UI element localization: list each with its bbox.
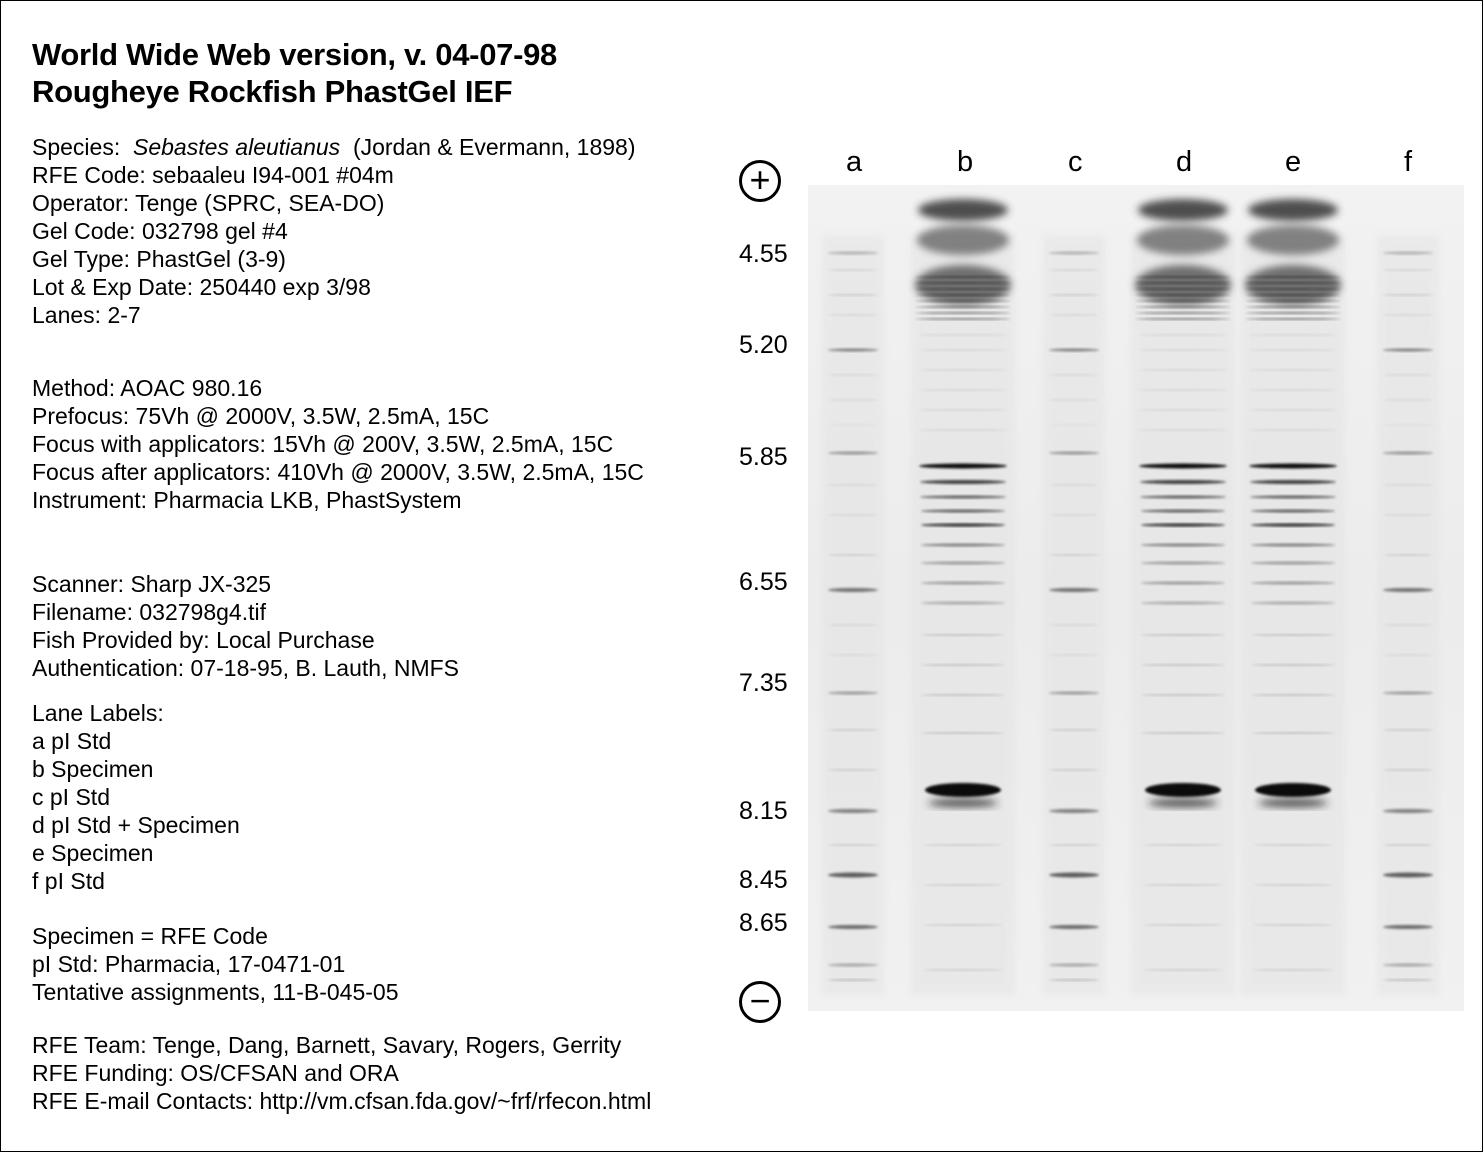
gel-band-40 (1049, 729, 1099, 731)
gel-band-72 (918, 199, 1008, 221)
gel-band-105 (923, 884, 1003, 886)
gel-band-9 (828, 484, 878, 486)
gel-band-62 (1383, 654, 1433, 656)
lane-letter-f: f (1404, 146, 1413, 178)
gel-band-139 (1148, 799, 1218, 807)
gel-band-91 (920, 496, 1006, 499)
gel-band-79 (916, 300, 1010, 302)
gel-band-146 (1245, 265, 1341, 305)
gel-band-50 (1383, 294, 1433, 296)
gel-band-103 (928, 799, 998, 807)
species-row (32, 133, 635, 161)
gel-band-102 (925, 783, 1001, 797)
gel-band-74 (915, 265, 1011, 305)
lane-label-a: a pI Std (32, 728, 112, 754)
gel-band-173 (1251, 732, 1335, 734)
gel-band-101 (921, 732, 1005, 734)
gel-band-28 (1049, 349, 1099, 352)
rfe-contacts: RFE E-mail Contacts: http://vm.cfsan.fda.gov/~frf/rfecon.html (32, 1088, 652, 1114)
filename: Filename: 032798g4.tif (32, 599, 266, 625)
gel-band-66 (1383, 809, 1433, 813)
gel-band-159 (1248, 409, 1338, 411)
gel-band-163 (1250, 496, 1336, 499)
gel-band-53 (1383, 374, 1433, 376)
gel-band-26 (1049, 294, 1099, 296)
gel-band-166 (1251, 544, 1335, 547)
focus-after-applicators: Focus after applicators: 410Vh @ 2000V, 3.5W, 2.5mA, 15C (32, 459, 644, 485)
gel-band-134 (1141, 634, 1225, 636)
lot-exp-date: Lot & Exp Date: 250440 exp 3/98 (32, 274, 371, 300)
rfe-code: RFE Code: sebaaleu I94-001 #04m (32, 162, 394, 188)
prefocus: Prefocus: 75Vh @ 2000V, 3.5W, 2.5mA, 15C (32, 403, 490, 429)
gel-band-34 (1049, 514, 1099, 516)
ph-marker-735: 7.35 (739, 669, 788, 697)
gel-band-86 (918, 389, 1008, 391)
gel-band-37 (1049, 624, 1099, 626)
gel-band-154 (1246, 318, 1340, 320)
gel-band-111 (1136, 276, 1230, 278)
gel-band-10 (828, 514, 878, 516)
gel-band-109 (1137, 225, 1229, 255)
gel-band-155 (1248, 334, 1338, 336)
gel-band-15 (828, 692, 878, 695)
gel-band-158 (1248, 389, 1338, 391)
lane-label-c: c pI Std (32, 784, 110, 810)
gel-band-22 (828, 964, 878, 967)
ph-marker-865: 8.65 (739, 909, 788, 937)
gel-band-129 (1141, 524, 1225, 527)
gel-band-143 (1143, 969, 1223, 971)
gel-band-68 (1383, 873, 1433, 878)
gel-band-114 (1136, 294, 1230, 296)
gel-band-151 (1246, 300, 1340, 302)
gel-band-118 (1136, 318, 1230, 320)
gel-band-61 (1383, 624, 1433, 626)
gel-band-6 (828, 399, 878, 401)
gel-band-177 (1253, 884, 1333, 886)
gel-band-2 (828, 294, 878, 296)
gel-band-150 (1246, 294, 1340, 296)
gel-band-48 (1383, 252, 1433, 255)
cathode-minus-icon: − (739, 981, 781, 1023)
gel-band-175 (1258, 799, 1328, 807)
gel-band-171 (1251, 664, 1335, 666)
ph-marker-845: 8.45 (739, 866, 788, 894)
lane-label-b: b Specimen (32, 756, 154, 782)
page-subtitle: Rougheye Rockfish PhastGel IEF (32, 74, 513, 109)
lane-labels (32, 699, 240, 895)
gel-band-42 (1049, 809, 1099, 813)
gel-band-82 (916, 318, 1010, 320)
gel-band-76 (916, 282, 1010, 284)
gel-band-21 (828, 925, 878, 929)
gel-band-24 (1049, 252, 1099, 255)
lane-labels-title: Lane Labels: (32, 700, 164, 726)
focus-with-applicators: Focus with applicators: 15Vh @ 200V, 3.5W, 2.5mA, 15C (32, 431, 614, 457)
gel-band-88 (918, 429, 1008, 431)
gel-band-120 (1138, 349, 1228, 351)
gel-band-60 (1383, 588, 1433, 592)
gel-band-89 (919, 464, 1007, 469)
method: Method: AOAC 980.16 (32, 375, 263, 401)
gel-band-104 (923, 844, 1003, 846)
gel-band-106 (923, 924, 1003, 926)
gel-band-176 (1253, 844, 1333, 846)
lanes-info: Lanes: 2-7 (32, 302, 141, 328)
gel-band-55 (1383, 424, 1433, 426)
lane-letter-c: c (1068, 146, 1083, 178)
gel-band-58 (1383, 514, 1433, 516)
gel-band-112 (1136, 282, 1230, 284)
gel-band-35 (1049, 554, 1099, 556)
fish-provided-by: Fish Provided by: Local Purchase (32, 627, 375, 653)
gel-band-168 (1251, 582, 1335, 585)
gel-band-4 (828, 349, 878, 352)
gel-band-97 (921, 602, 1005, 605)
gel-band-113 (1136, 288, 1230, 290)
gel-band-122 (1138, 389, 1228, 391)
gel-code: Gel Code: 032798 gel #4 (32, 218, 288, 244)
gel-band-140 (1143, 844, 1223, 846)
gel-band-5 (828, 374, 878, 376)
gel-band-25 (1049, 269, 1099, 271)
gel-band-69 (1383, 925, 1433, 929)
gel-band-145 (1247, 225, 1339, 255)
gel-band-115 (1136, 300, 1230, 302)
gel-band-119 (1138, 334, 1228, 336)
gel-band-45 (1049, 925, 1099, 929)
gel-band-33 (1049, 484, 1099, 486)
gel-band-153 (1246, 312, 1340, 314)
ph-marker-455: 4.55 (739, 240, 788, 268)
gel-band-127 (1140, 496, 1226, 499)
gel-band-141 (1143, 884, 1223, 886)
gel-band-1 (828, 269, 878, 271)
gel-band-7 (828, 424, 878, 426)
gel-band-63 (1383, 692, 1433, 695)
gel-band-174 (1255, 783, 1331, 797)
gel-band-161 (1249, 464, 1337, 469)
gel-band-19 (828, 844, 878, 846)
footer (32, 1031, 651, 1115)
gel-band-152 (1246, 306, 1340, 308)
gel-band-80 (916, 306, 1010, 308)
gel-band-12 (828, 588, 878, 592)
scan-info (32, 570, 459, 682)
gel-band-169 (1251, 602, 1335, 605)
gel-band-108 (1138, 199, 1228, 221)
gel-band-117 (1136, 312, 1230, 314)
gel-band-17 (828, 769, 878, 771)
scanner: Scanner: Sharp JX-325 (32, 571, 272, 597)
method-info (32, 374, 644, 514)
gel-band-100 (921, 694, 1005, 696)
gel-band-75 (916, 276, 1010, 278)
gel-band-32 (1049, 452, 1099, 455)
gel-band-31 (1049, 424, 1099, 426)
gel-band-67 (1383, 844, 1433, 846)
gel-band-65 (1383, 769, 1433, 771)
gel-band-29 (1049, 374, 1099, 376)
ph-marker-655: 6.55 (739, 568, 788, 596)
instrument: Instrument: Pharmacia LKB, PhastSystem (32, 487, 462, 513)
gel-band-156 (1248, 349, 1338, 351)
gel-band-59 (1383, 554, 1433, 556)
lane-letter-a: a (846, 146, 863, 178)
gel-band-0 (828, 252, 878, 255)
gel-band-78 (916, 294, 1010, 296)
gel-band-128 (1141, 510, 1225, 513)
gel-band-41 (1049, 769, 1099, 771)
gel-band-47 (1049, 979, 1099, 981)
gel-band-147 (1246, 276, 1340, 278)
gel-band-99 (921, 664, 1005, 666)
gel-band-95 (921, 562, 1005, 565)
gel-band-167 (1251, 562, 1335, 565)
gel-band-8 (828, 452, 878, 455)
gel-band-51 (1383, 314, 1433, 316)
gel-band-36 (1049, 588, 1099, 592)
lane-label-f: f pI Std (32, 868, 105, 894)
gel-band-52 (1383, 349, 1433, 352)
gel-band-162 (1250, 480, 1336, 484)
gel-band-136 (1141, 694, 1225, 696)
lane-label-d: d pI Std + Specimen (32, 812, 240, 838)
gel-type: Gel Type: PhastGel (3-9) (32, 246, 286, 272)
gel-band-170 (1251, 634, 1335, 636)
gel-band-27 (1049, 314, 1099, 316)
page-title: World Wide Web version, v. 04-07-98 (32, 37, 557, 72)
gel-band-56 (1383, 452, 1433, 455)
gel-band-130 (1141, 544, 1225, 547)
gel-band-30 (1049, 399, 1099, 401)
gel-band-94 (921, 544, 1005, 547)
rfe-funding: RFE Funding: OS/CFSAN and ORA (32, 1060, 399, 1086)
gel-band-148 (1246, 282, 1340, 284)
gel-band-77 (916, 288, 1010, 290)
authentication: Authentication: 07-18-95, B. Lauth, NMFS (32, 655, 460, 681)
specimen-info (32, 133, 635, 329)
gel-band-20 (828, 873, 878, 878)
gel-band-81 (916, 312, 1010, 314)
gel-band-138 (1145, 783, 1221, 797)
lane-letter-e: e (1285, 146, 1302, 178)
gel-band-110 (1135, 265, 1231, 305)
gel-band-160 (1248, 429, 1338, 431)
gel-band-126 (1140, 480, 1226, 484)
gel-band-38 (1049, 654, 1099, 656)
gel-band-142 (1143, 924, 1223, 926)
species-name: Sebastes aleutianus (133, 134, 341, 160)
gel-band-87 (918, 409, 1008, 411)
gel-band-157 (1248, 369, 1338, 371)
rfe-team: RFE Team: Tenge, Dang, Barnett, Savary, Rogers, Gerrity (32, 1032, 622, 1058)
gel-band-172 (1251, 694, 1335, 696)
anode-plus-icon: + (739, 160, 781, 202)
gel-band-96 (921, 582, 1005, 585)
gel-band-92 (921, 510, 1005, 513)
gel-band-11 (828, 554, 878, 556)
operator: Operator: Tenge (SPRC, SEA-DO) (32, 190, 385, 216)
gel-band-149 (1246, 288, 1340, 290)
pi-std-note: pI Std: Pharmacia, 17-0471-01 (32, 951, 346, 977)
lane-label-e: e Specimen (32, 840, 154, 866)
gel-band-124 (1138, 429, 1228, 431)
gel-band-85 (918, 369, 1008, 371)
gel-band-137 (1141, 732, 1225, 734)
tentative-note: Tentative assignments, 11-B-045-05 (32, 979, 399, 1005)
gel-band-93 (921, 524, 1005, 527)
gel-band-164 (1251, 510, 1335, 513)
gel-band-71 (1383, 979, 1433, 981)
gel-band-123 (1138, 409, 1228, 411)
gel-band-133 (1141, 602, 1225, 605)
gel-band-54 (1383, 399, 1433, 401)
species-author: (Jordan & Evermann, 1898) (352, 134, 636, 160)
gel-band-23 (828, 979, 878, 981)
gel-band-39 (1049, 692, 1099, 695)
gel-band-83 (918, 334, 1008, 336)
gel-image (808, 185, 1464, 1011)
gel-band-132 (1141, 582, 1225, 585)
gel-band-144 (1248, 199, 1338, 221)
ph-marker-520: 5.20 (739, 331, 788, 359)
gel-band-14 (828, 654, 878, 656)
gel-band-107 (923, 969, 1003, 971)
gel-band-125 (1139, 464, 1227, 469)
gel-band-165 (1251, 524, 1335, 527)
gel-band-179 (1253, 969, 1333, 971)
gel-band-16 (828, 729, 878, 731)
gel-band-44 (1049, 873, 1099, 878)
notes (32, 922, 399, 1006)
gel-band-3 (828, 314, 878, 316)
gel-band-178 (1253, 924, 1333, 926)
gel-band-131 (1141, 562, 1225, 565)
gel-band-18 (828, 809, 878, 813)
gel-band-121 (1138, 369, 1228, 371)
specimen-note: Specimen = RFE Code (32, 923, 268, 949)
ph-marker-585: 5.85 (739, 443, 788, 471)
gel-band-73 (917, 225, 1009, 255)
lane-letter-d: d (1176, 146, 1193, 178)
ph-marker-815: 8.15 (739, 797, 788, 825)
gel-band-43 (1049, 844, 1099, 846)
gel-band-116 (1136, 306, 1230, 308)
gel-band-70 (1383, 964, 1433, 967)
gel-band-64 (1383, 729, 1433, 731)
gel-band-98 (921, 634, 1005, 636)
gel-band-49 (1383, 269, 1433, 271)
gel-band-84 (918, 349, 1008, 351)
gel-band-57 (1383, 484, 1433, 486)
species-label: Species: (32, 134, 121, 160)
gel-band-90 (920, 480, 1006, 484)
lane-letter-b: b (957, 146, 974, 178)
gel-band-13 (828, 624, 878, 626)
gel-band-135 (1141, 664, 1225, 666)
gel-band-46 (1049, 964, 1099, 967)
